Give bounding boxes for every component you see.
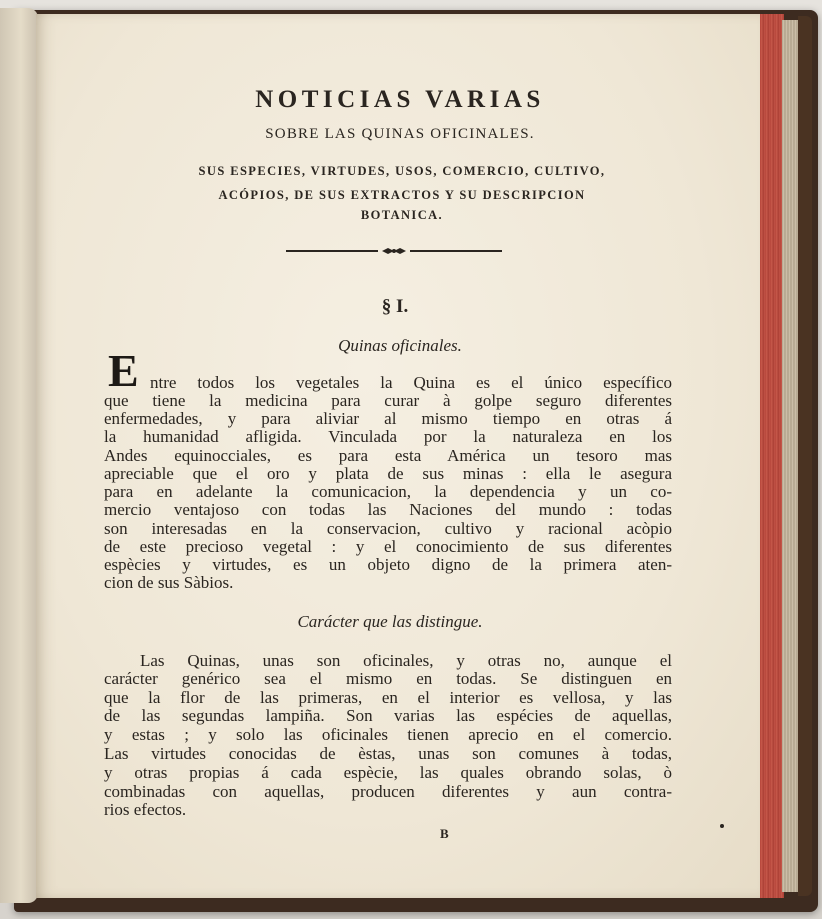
paragraph-1-line: Andes equinocciales, es para esta América un tesoro mas bbox=[104, 446, 672, 465]
subtitle-line-2: ACÓPIOS, DE SUS EXTRACTOS Y SU DESCRIPCION bbox=[218, 188, 586, 202]
paragraph-1-line: la humanidad afligida. Vinculada por la naturaleza en los bbox=[104, 427, 672, 446]
paragraph-1-line: enfermedades, y para aliviar al mismo tiempo en otras á bbox=[104, 409, 672, 428]
paragraph-1-line: mercio ventajoso con todas las Naciones del mundo : todas bbox=[104, 500, 672, 519]
paragraph-2-line: carácter genérico sea el mismo en todas. Se distinguen en bbox=[104, 669, 672, 688]
paragraph-2-line: rios efectos. bbox=[104, 800, 187, 819]
red-page-edges bbox=[760, 14, 784, 898]
paragraph-1-line: que tiene la medicina para curar à golpe seguro diferentes bbox=[104, 391, 672, 410]
heading-caracter: Carácter que las distingue. bbox=[297, 612, 483, 631]
heading-quinas-oficinales: Quinas oficinales. bbox=[338, 336, 462, 355]
paragraph-1-line: ntre todos los vegetales la Quina es el único específico bbox=[150, 373, 672, 392]
subtitle-line-1: SUS ESPECIES, VIRTUDES, USOS, COMERCIO, CULTIVO, bbox=[198, 164, 606, 178]
ornament-divider bbox=[286, 246, 502, 256]
paragraph-2-line: de las segundas lampiña. Son varias las espécies de aquellas, bbox=[104, 706, 672, 725]
paragraph-1-line: espècies y virtudes, es un objeto digno de la primera aten- bbox=[104, 555, 672, 574]
paragraph-1-line: apreciable que el oro y plata de sus minas : ella le asegura bbox=[104, 464, 672, 483]
paragraph-1-line: de este precioso vegetal : y el conocimiento de sus diferentes bbox=[104, 537, 672, 556]
paragraph-2-line: Las Quinas, unas son oficinales, y otras no, aunque el bbox=[140, 651, 672, 670]
subtitle-line-3: BOTANICA. bbox=[360, 208, 444, 222]
ink-dot bbox=[720, 824, 724, 828]
left-page-edge bbox=[0, 8, 38, 903]
section-number: § I. bbox=[381, 296, 409, 317]
paragraph-1-line: para en adelante la comunicacion, la dependencia y un co- bbox=[104, 482, 672, 501]
signature-mark: B bbox=[440, 826, 449, 841]
paragraph-2-line: y otras propias á cada espècie, las quales obrando solas, ò bbox=[104, 763, 672, 782]
paragraph-1-line: cion de sus Sàbios. bbox=[104, 573, 234, 592]
paragraph-1-line: son interesadas en la conservacion, cultivo y racional acòpio bbox=[104, 519, 672, 538]
page-title: NOTICIAS VARIAS bbox=[255, 86, 545, 113]
paragraph-2-line: que la flor de las primeras, en el interior es vellosa, y las bbox=[104, 688, 672, 707]
paragraph-2-line: Las virtudes conocidas de èstas, unas son comunes à todas, bbox=[104, 744, 672, 763]
paragraph-2-line: y estas ; y solo las oficinales tienen aprecio en el comercio. bbox=[104, 725, 672, 744]
drop-cap: E bbox=[108, 345, 139, 396]
paragraph-2-line: combinadas con aquellas, producen diferentes y aun contra- bbox=[104, 782, 672, 801]
cover-board-edge bbox=[798, 16, 812, 896]
page-subtitle: SOBRE LAS QUINAS OFICINALES. bbox=[265, 126, 535, 142]
